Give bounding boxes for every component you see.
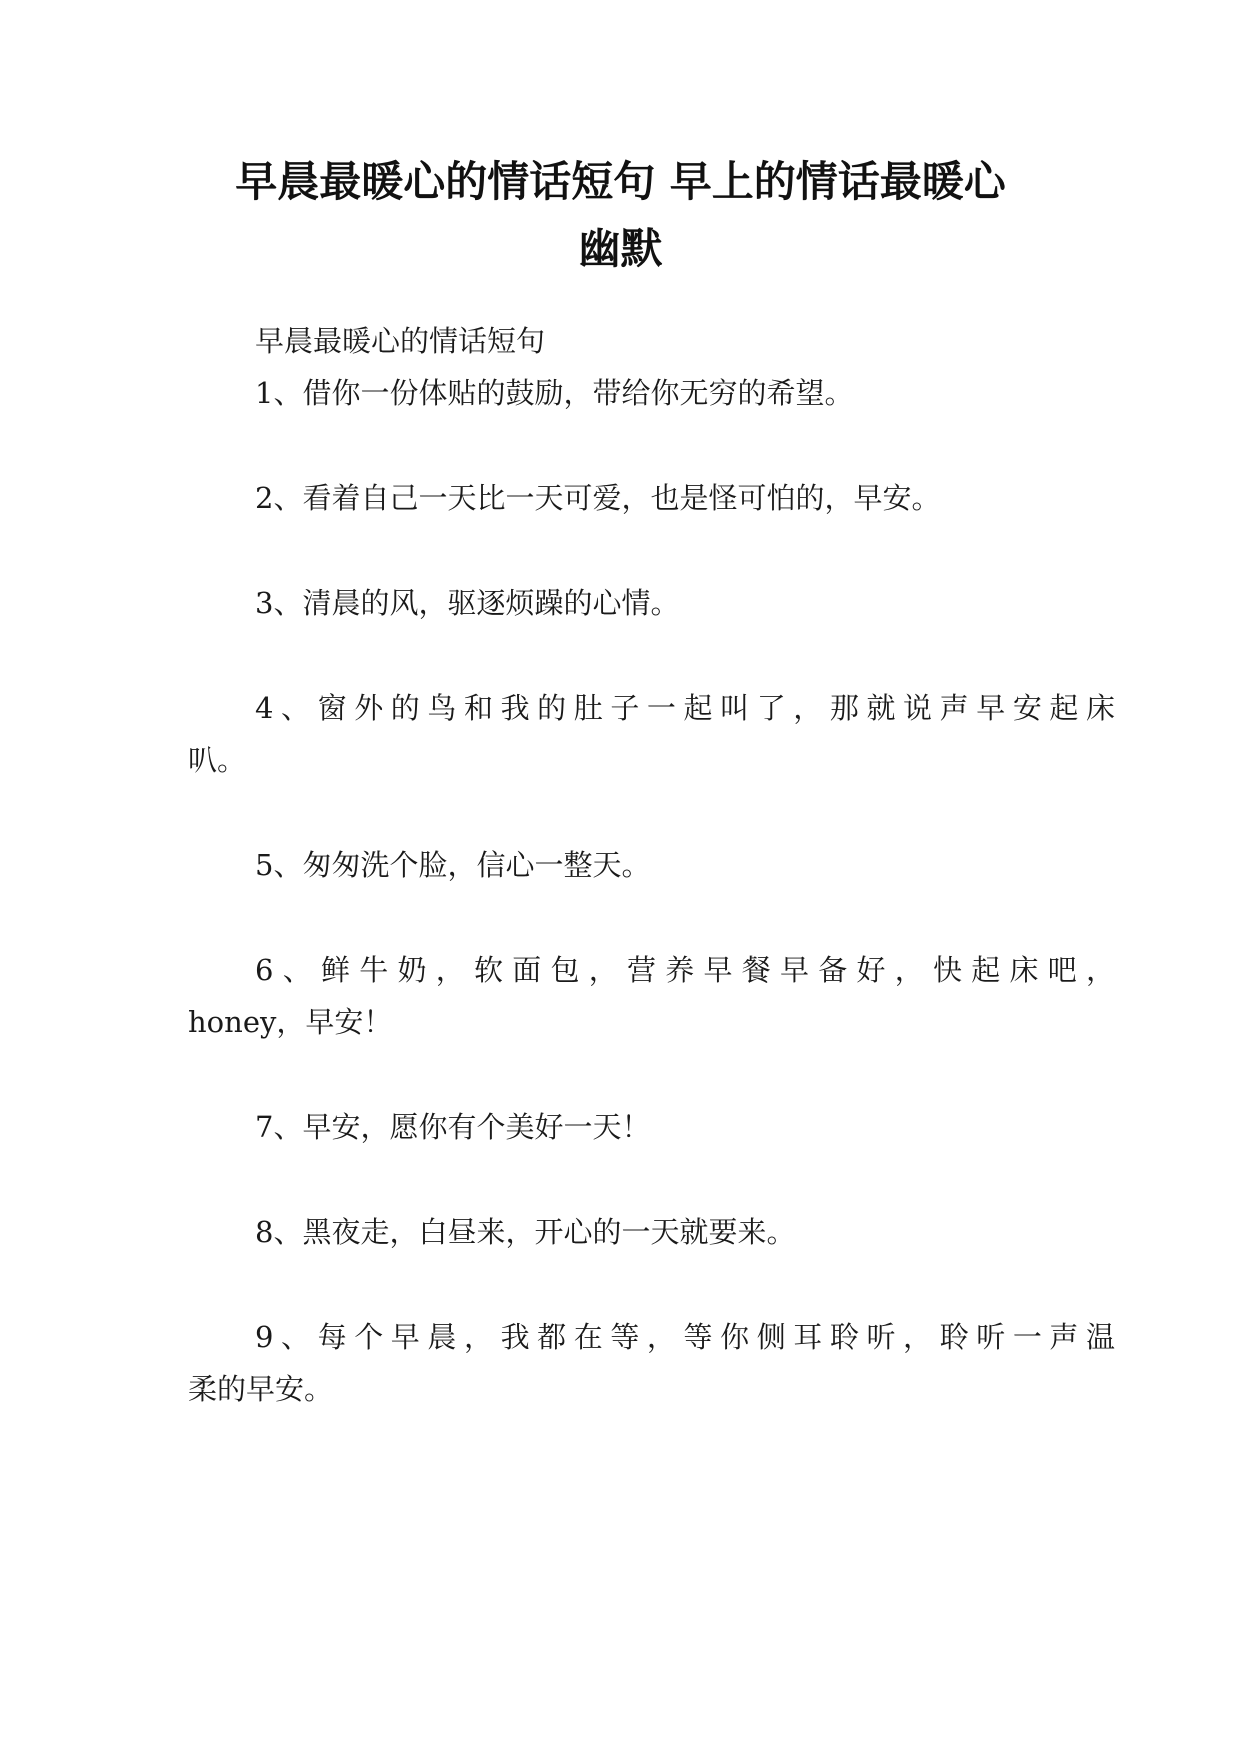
paragraph-2: 2、看着自己一天比一天可爱，也是怪可怕的，早安。 bbox=[255, 481, 941, 515]
paragraph-4-line-2: 叭。 bbox=[188, 743, 247, 777]
document-title-line-2: 幽默 bbox=[578, 224, 663, 273]
paragraph-6-line-1: 6、鲜牛奶，软面包，营养早餐早备好，快起床吧， bbox=[255, 953, 1115, 987]
paragraph-1: 1、借你一份体贴的鼓励，带给你无穷的希望。 bbox=[255, 376, 854, 410]
paragraph-9-line-2: 柔的早安。 bbox=[188, 1372, 334, 1406]
document-title-line-1: 早晨最暖心的情话短句 早上的情话最暖心 bbox=[235, 157, 1006, 206]
paragraph-4-line-1: 4、窗外的鸟和我的肚子一起叫了，那就说声早安起床 bbox=[255, 691, 1115, 725]
paragraph-8: 8、黑夜走，白昼来，开心的一天就要来。 bbox=[255, 1215, 796, 1249]
paragraph-5: 5、匆匆洗个脸，信心一整天。 bbox=[255, 848, 651, 882]
paragraph-6-line-2: honey，早安！ bbox=[188, 1005, 393, 1039]
section-subheading: 早晨最暖心的情话短句 bbox=[255, 324, 546, 358]
paragraph-7: 7、早安，愿你有个美好一天！ bbox=[255, 1110, 651, 1144]
paragraph-3: 3、清晨的风，驱逐烦躁的心情。 bbox=[255, 586, 680, 620]
paragraph-9-line-1: 9、每个早晨，我都在等，等你侧耳聆听，聆听一声温 bbox=[255, 1320, 1115, 1354]
